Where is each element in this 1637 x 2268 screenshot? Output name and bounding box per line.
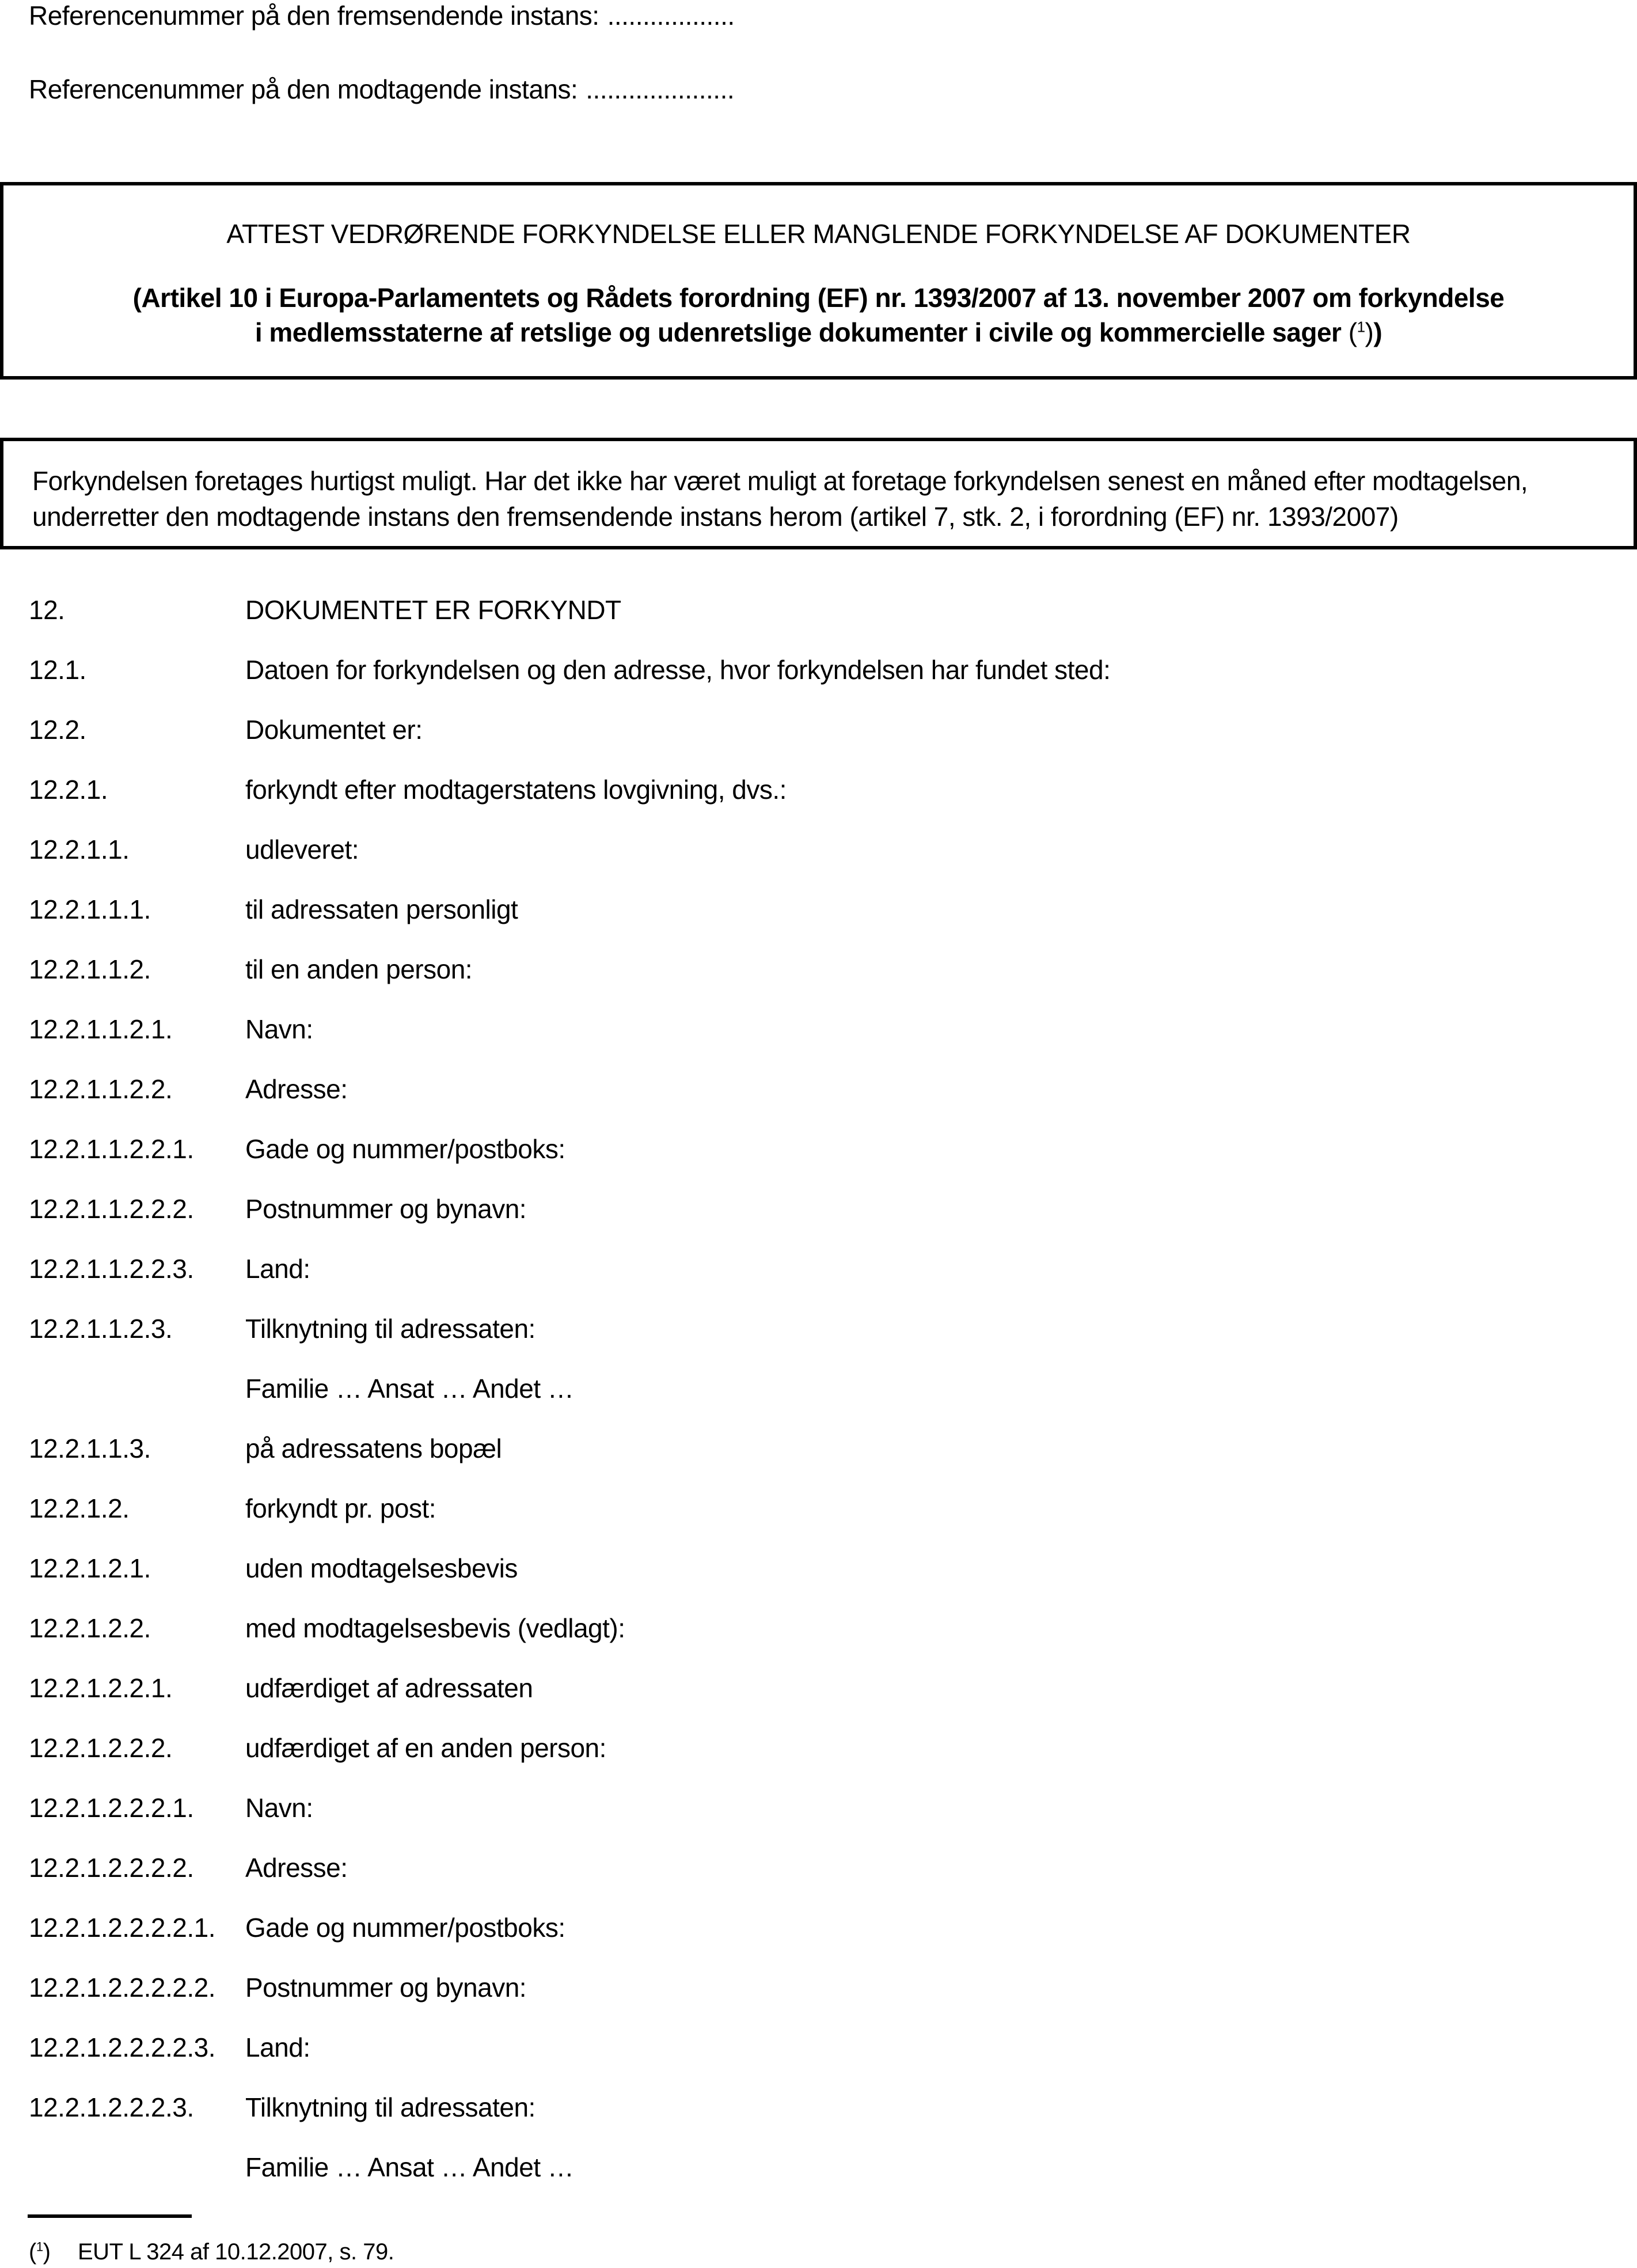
item-number: 12.2.1.2.2.2.2.2.: [29, 1973, 215, 2002]
item-text: Land:: [245, 2032, 310, 2062]
item-number: 12.2.1.2.2.2.: [29, 1733, 173, 1763]
item-number: 12.2.: [29, 715, 86, 745]
item-text: Tilknytning til adressaten:: [245, 1314, 535, 1344]
subtitle-line-2-text: i medlemsstaterne af retslige og udenretslige dokumenter i civile og kommercielle sager: [255, 317, 1349, 347]
list-item: [29, 774, 1618, 834]
item-number: 12.2.1.1.2.1.: [29, 1014, 173, 1044]
item-number: 12.2.1.2.1.: [29, 1553, 151, 1583]
item-text: Adresse:: [245, 1074, 348, 1104]
list-item: [29, 1672, 1618, 1732]
item-text: til en anden person:: [245, 954, 473, 984]
footnote-text: EUT L 324 af 10.12.2007, s. 79.: [78, 2239, 394, 2265]
list-item: [29, 834, 1618, 894]
footnote-ref-open: (: [1348, 317, 1357, 347]
item-text: på adressatens bopæl: [245, 1433, 502, 1463]
footnote-mark: [29, 2238, 78, 2266]
item-text: Tilknytning til adressaten:: [245, 2092, 535, 2122]
item-text: Adresse:: [245, 1853, 348, 1883]
item-number: 12.2.1.1.2.2.: [29, 1074, 173, 1104]
form-items-list: [29, 594, 1618, 2212]
list-item: [29, 2092, 1618, 2152]
item-text: udfærdiget af adressaten: [245, 1673, 533, 1703]
item-number: 12.2.1.: [29, 775, 108, 805]
footnote-ref[interactable]: [1349, 317, 1374, 347]
list-item: [29, 1732, 1618, 1792]
list-item: [29, 1493, 1618, 1553]
item-text: udfærdiget af en anden person:: [245, 1733, 606, 1763]
sending-reference-line: [29, 0, 735, 32]
receiving-reference-line: [29, 74, 734, 105]
item-number: 12.2.1.2.: [29, 1493, 130, 1523]
item-text: Land:: [245, 1254, 310, 1284]
item-text: forkyndt pr. post:: [245, 1493, 436, 1523]
item-number: 12.2.1.1.1.: [29, 894, 151, 924]
item-number: 12.2.1.1.: [29, 835, 130, 864]
item-text: Dokumentet er:: [245, 715, 423, 745]
list-item: [29, 1972, 1618, 2032]
item-text: Gade og nummer/postboks:: [245, 1913, 565, 1943]
notice-box: [0, 438, 1637, 549]
title-box: [0, 182, 1637, 380]
list-item: [29, 954, 1618, 1014]
list-item: [29, 1852, 1618, 1912]
list-item: [29, 714, 1618, 774]
list-item: [29, 894, 1618, 954]
list-item: [29, 1433, 1618, 1493]
item-number: 12.2.1.1.2.2.1.: [29, 1134, 194, 1164]
footnote-mark-open: (: [29, 2239, 36, 2265]
item-text: Postnummer og bynavn:: [245, 1973, 527, 2002]
list-item: [29, 654, 1618, 714]
item-text: med modtagelsesbevis (vedlagt):: [245, 1613, 625, 1643]
list-item: [29, 1553, 1618, 1613]
item-number: 12.1.: [29, 655, 86, 685]
relation-options: [29, 2152, 1618, 2212]
item-text: Familie … Ansat … Andet …: [245, 2152, 574, 2182]
item-number: 12.2.1.2.2.2.2.3.: [29, 2032, 215, 2062]
item-text: uden modtagelsesbevis: [245, 1553, 518, 1583]
item-text: Gade og nummer/postboks:: [245, 1134, 565, 1164]
list-item: [29, 1253, 1618, 1313]
list-item: [29, 1313, 1618, 1373]
item-number: 12.: [29, 595, 65, 625]
item-number: 12.2.1.1.2.2.3.: [29, 1254, 194, 1284]
item-number: 12.2.1.2.2.2.1.: [29, 1793, 194, 1823]
item-number: 12.2.1.2.2.1.: [29, 1673, 173, 1703]
document-title: ATTEST VEDRØRENDE FORKYNDELSE ELLER MANGLENDE FORKYNDELSE AF DOKUMENTER: [226, 219, 1411, 249]
subtitle-close-paren: ): [1373, 317, 1382, 347]
list-item: [29, 1074, 1618, 1133]
footnote: [29, 2238, 394, 2266]
sending-reference-label: Referencenummer på den fremsendende instans:: [29, 1, 599, 31]
item-text: DOKUMENTET ER FORKYNDT: [245, 595, 621, 625]
footnote-mark-number: 1: [36, 2239, 43, 2254]
item-number: 12.2.1.2.2.2.2.: [29, 1853, 194, 1883]
item-text: Familie … Ansat … Andet …: [245, 1374, 574, 1404]
item-number: 12.2.1.1.2.3.: [29, 1314, 173, 1344]
item-number: 12.2.1.1.3.: [29, 1433, 151, 1463]
footnote-mark-close: ): [43, 2239, 51, 2265]
list-item: [29, 2032, 1618, 2092]
item-number: 12.2.1.1.2.2.2.: [29, 1194, 194, 1224]
item-number: 12.2.1.2.2.2.2.1.: [29, 1913, 215, 1943]
item-text: Navn:: [245, 1014, 313, 1044]
document-subtitle: [3, 280, 1634, 350]
footnote-divider: [28, 2214, 192, 2218]
item-number: 12.2.1.2.2.2.3.: [29, 2092, 194, 2122]
list-item: [29, 1193, 1618, 1253]
subtitle-line-2: [3, 315, 1634, 350]
list-item: [29, 1613, 1618, 1672]
list-item: [29, 594, 1618, 654]
footnote-ref-number[interactable]: 1: [1357, 318, 1365, 336]
item-text: til adressaten personligt: [245, 894, 518, 924]
list-item: [29, 1912, 1618, 1972]
relation-options: [29, 1373, 1618, 1433]
item-number: 12.2.1.2.2.: [29, 1613, 151, 1643]
receiving-reference-value: .....................: [586, 74, 735, 104]
notice-text: Forkyndelsen foretages hurtigst muligt. Har det ikke har været muligt at foretage forkyndelsen senest en måned efter modtagelsen, underretter den modtagende instans den fremsendende instans herom (artikel 7, stk. 2, i forordning (EF) nr. 1393/2007): [32, 466, 1528, 532]
item-text: Postnummer og bynavn:: [245, 1194, 527, 1224]
item-text: Navn:: [245, 1793, 313, 1823]
item-text: forkyndt efter modtagerstatens lovgivning, dvs.:: [245, 775, 787, 805]
footnote-ref-close: ): [1365, 317, 1374, 347]
item-text: udleveret:: [245, 835, 359, 864]
subtitle-line-1: (Artikel 10 i Europa-Parlamentets og Rådets forordning (EF) nr. 1393/2007 af 13. november 2007 om forkyndelse: [132, 283, 1505, 313]
item-text: Datoen for forkyndelsen og den adresse, hvor forkyndelsen har fundet sted:: [245, 655, 1111, 685]
item-number: 12.2.1.1.2.: [29, 954, 151, 984]
sending-reference-value: ..................: [607, 1, 735, 31]
list-item: [29, 1792, 1618, 1852]
receiving-reference-label: Referencenummer på den modtagende instans:: [29, 74, 578, 104]
list-item: [29, 1014, 1618, 1074]
list-item: [29, 1133, 1618, 1193]
